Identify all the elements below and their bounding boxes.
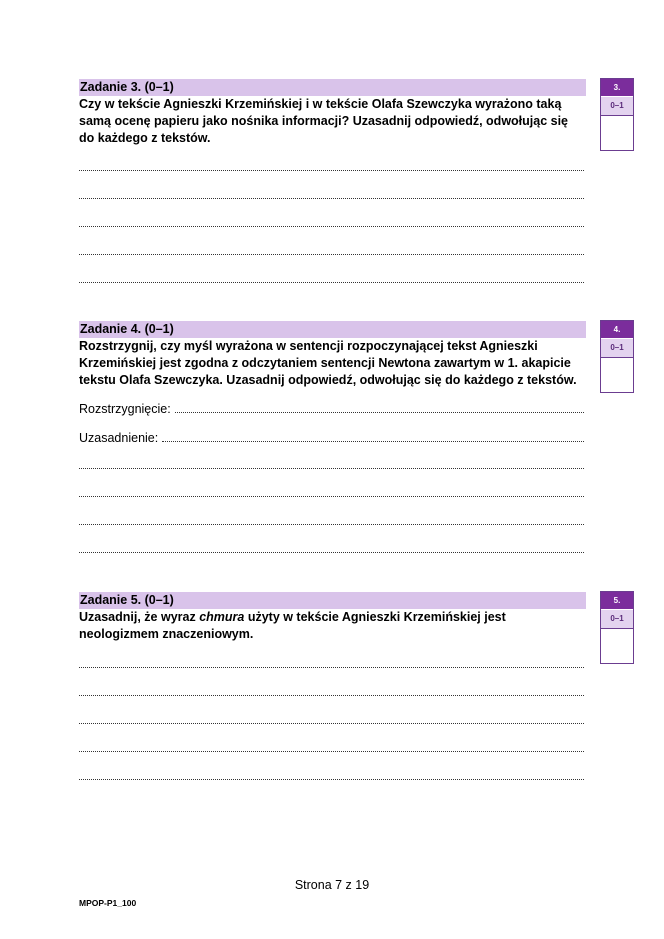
score-number: 4. <box>601 321 633 338</box>
resolution-line[interactable] <box>79 402 584 416</box>
task-4-header: Zadanie 4. (0–1) <box>79 321 586 338</box>
answer-line[interactable] <box>79 282 584 283</box>
answer-line[interactable] <box>79 226 584 227</box>
answer-line[interactable] <box>175 412 584 413</box>
answer-line[interactable] <box>79 496 584 497</box>
answer-line[interactable] <box>79 667 584 668</box>
task-3 <box>79 79 586 147</box>
answer-line[interactable] <box>79 254 584 255</box>
task-4 <box>79 321 586 389</box>
answer-line[interactable] <box>79 524 584 525</box>
score-box-5 <box>600 591 634 664</box>
answer-line[interactable] <box>79 751 584 752</box>
answer-line[interactable] <box>79 170 584 171</box>
answer-line[interactable] <box>162 441 584 442</box>
score-box-4 <box>600 320 634 393</box>
question-text: Uzasadnij, że wyraz <box>79 610 200 624</box>
answer-line[interactable] <box>79 695 584 696</box>
task-4-question: Rozstrzygnij, czy myśl wyrażona w sentencji rozpoczynającej tekst Agnieszki Krzemińskiej jest zgodna z odczytaniem sentencji Newtona zawartym w 1. akapicie tekstu Olafa Szewczyka. Uzasadnij odpowiedź, odwołując się do każdego z tekstów. <box>79 339 577 387</box>
score-points: 0–1 <box>601 338 633 357</box>
answer-line[interactable] <box>79 723 584 724</box>
justification-label: Uzasadnienie: <box>79 431 159 445</box>
question-emphasis: chmura <box>199 610 245 624</box>
score-points: 0–1 <box>601 96 633 115</box>
score-entry[interactable] <box>601 115 633 150</box>
task-3-question: Czy w tekście Agnieszki Krzemińskiej i w tekście Olafa Szewczyka wyrażono taką samą ocenę papieru jako nośnika informacji? Uzasadnij odpowiedź, odwołując się do każdego z tekstów. <box>79 97 569 145</box>
justification-line[interactable] <box>79 431 584 445</box>
page-number: Strona 7 z 19 <box>294 878 370 892</box>
resolution-label: Rozstrzygnięcie: <box>79 402 171 416</box>
task-3-header: Zadanie 3. (0–1) <box>79 79 586 96</box>
answer-line[interactable] <box>79 779 584 780</box>
exam-code: MPOP-P1_100 <box>79 898 137 908</box>
score-entry[interactable] <box>601 628 633 663</box>
task-5-header: Zadanie 5. (0–1) <box>79 592 586 609</box>
task-5-question <box>79 609 586 643</box>
score-number: 5. <box>601 592 633 609</box>
question-text: użyty w tekście Agnieszki Krzemińskiej jest neologizmem znaczeniowym. <box>79 610 506 641</box>
answer-line[interactable] <box>79 468 584 469</box>
answer-line[interactable] <box>79 552 584 553</box>
answer-line[interactable] <box>79 198 584 199</box>
score-box-3 <box>600 78 634 151</box>
score-number: 3. <box>601 79 633 96</box>
score-entry[interactable] <box>601 357 633 392</box>
score-points: 0–1 <box>601 609 633 628</box>
task-5 <box>79 592 586 643</box>
